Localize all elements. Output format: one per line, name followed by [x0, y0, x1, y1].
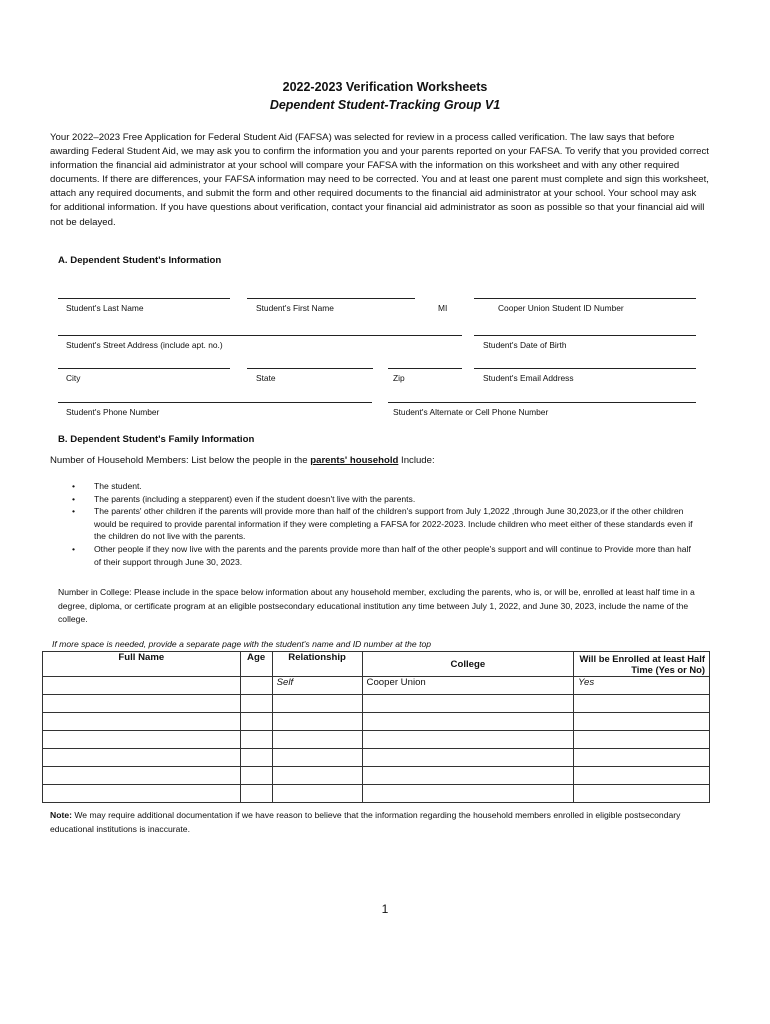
first-name-line[interactable]	[247, 298, 415, 299]
table-header-row	[43, 652, 710, 677]
table-row	[43, 749, 710, 767]
cell-age[interactable]	[240, 731, 272, 749]
cell-relationship[interactable]	[272, 767, 362, 785]
note-text: We may require additional documentation if we have reason to believe that the information regarding the household members enrolled in eligible postsecondary educational institutions is inaccurate.	[50, 810, 681, 834]
header-college: College	[362, 652, 574, 677]
number-in-college-paragraph: Number in College: Please include in the space below information about any household member, excluding the parents, who is, or will be, enrolled at least half time in a degree, diploma, or certificate program at an eligible postsecondary educational institution any time between July 1, 2022, and June 30, 2023, include the name of the college.	[58, 587, 695, 625]
bullet-item: • The parents' other children if the parents will provide more than half of the children's support from July 1,2022 ,through June 30,2023,or if the other children would be required to provide parental information if they were completing a FAFSA for 2022-2023. Include children who meet either of these standards even if the children do not live with the parents.	[70, 505, 700, 543]
household-criteria-list	[70, 480, 700, 568]
cell-relationship[interactable]	[272, 785, 362, 803]
header-relationship: Relationship	[272, 652, 362, 677]
household-prefix: Number of Household Members: List below the people in the	[50, 455, 311, 466]
cell-age[interactable]	[240, 767, 272, 785]
cell-college[interactable]	[362, 749, 574, 767]
mi-label: MI	[438, 303, 448, 313]
cell-half-time[interactable]	[574, 695, 710, 713]
city-label: City	[66, 373, 81, 383]
section-b-heading: B. Dependent Student's Family Information	[58, 434, 255, 445]
cell-college[interactable]	[362, 695, 574, 713]
document-title: 2022-2023 Verification Worksheets	[282, 80, 488, 94]
city-line[interactable]	[58, 368, 230, 369]
alt-phone-line[interactable]	[388, 402, 696, 403]
table-row	[43, 785, 710, 803]
cell-age[interactable]	[240, 749, 272, 767]
note-label: Note:	[50, 810, 72, 820]
cell-college[interactable]	[362, 767, 574, 785]
cell-half-time[interactable]	[574, 767, 710, 785]
header-half-time: Will be Enrolled at least Half Time (Yes or No)	[574, 652, 710, 677]
household-suffix: Include:	[398, 455, 435, 466]
phone-label: Student's Phone Number	[66, 407, 160, 417]
cell-full-name[interactable]	[43, 713, 241, 731]
parents-household-text: parents' household	[310, 455, 399, 466]
header-full-name: Full Name	[43, 652, 241, 677]
state-label: State	[256, 373, 276, 383]
cell-half-time[interactable]	[574, 713, 710, 731]
first-name-label: Student's First Name	[256, 303, 334, 313]
alt-phone-label: Student's Alternate or Cell Phone Number	[393, 407, 549, 417]
bullet-item: • The student.	[70, 480, 700, 493]
cell-age[interactable]	[240, 677, 272, 695]
cell-half-time[interactable]	[574, 785, 710, 803]
cell-relationship[interactable]	[272, 731, 362, 749]
header-age: Age	[240, 652, 272, 677]
cell-college[interactable]: Cooper Union	[362, 677, 574, 695]
cell-full-name[interactable]	[43, 767, 241, 785]
id-number-line[interactable]	[474, 298, 696, 299]
table-row	[43, 767, 710, 785]
household-members-line	[50, 454, 720, 468]
cell-relationship[interactable]	[272, 713, 362, 731]
cell-age[interactable]	[240, 785, 272, 803]
dob-line[interactable]	[474, 335, 696, 336]
cell-full-name[interactable]	[43, 785, 241, 803]
extra-space-note: If more space is needed, provide a separate page with the student's name and ID number at the top	[52, 639, 432, 649]
street-line[interactable]	[58, 335, 462, 336]
table-row	[43, 695, 710, 713]
id-number-label: Cooper Union Student ID Number	[498, 303, 624, 313]
cell-relationship[interactable]	[272, 749, 362, 767]
phone-line[interactable]	[58, 402, 372, 403]
cell-full-name[interactable]	[43, 677, 241, 695]
cell-half-time[interactable]	[574, 749, 710, 767]
document-subtitle: Dependent Student-Tracking Group V1	[269, 98, 501, 112]
page-number: 1	[381, 902, 389, 916]
zip-label: Zip	[393, 373, 405, 383]
email-line[interactable]	[474, 368, 696, 369]
documentation-note	[50, 808, 710, 836]
cell-relationship[interactable]: Self	[272, 677, 362, 695]
bullet-item: • The parents (including a stepparent) even if the student doesn't live with the parents.	[70, 493, 700, 506]
cell-relationship[interactable]	[272, 695, 362, 713]
street-label: Student's Street Address (include apt. no.)	[66, 340, 223, 350]
table-row	[43, 677, 710, 695]
cell-full-name[interactable]	[43, 731, 241, 749]
zip-line[interactable]	[388, 368, 462, 369]
email-label: Student's Email Address	[483, 373, 574, 383]
household-college-table	[42, 651, 710, 803]
cell-full-name[interactable]	[43, 695, 241, 713]
table-row	[43, 731, 710, 749]
cell-half-time[interactable]: Yes	[574, 677, 710, 695]
cell-full-name[interactable]	[43, 749, 241, 767]
dob-label: Student's Date of Birth	[483, 340, 567, 350]
table-row	[43, 713, 710, 731]
intro-paragraph: Your 2022–2023 Free Application for Federal Student Aid (FAFSA) was selected for review in a process called verification. The law says that before awarding Federal Student Aid, we may ask you to confirm the information you and your parents reported on your FAFSA. To verify that you provided correct information the financial aid administrator at your school will compare your FAFSA with the information on this worksheet and with any other required documents. If there are differences, your FAFSA information may need to be corrected. You and at least one parent must complete and sign this worksheet, attach any required documents, and submit the form and other required documents to the financial aid administrator at your school. Your school may ask for additional information. If you have questions about verification, contact your financial aid administrator as soon as possible so that your financial aid will not be delayed.	[50, 132, 709, 228]
state-line[interactable]	[247, 368, 373, 369]
last-name-label: Student's Last Name	[66, 303, 144, 313]
cell-half-time[interactable]	[574, 731, 710, 749]
cell-college[interactable]	[362, 713, 574, 731]
cell-age[interactable]	[240, 713, 272, 731]
last-name-line[interactable]	[58, 298, 230, 299]
cell-age[interactable]	[240, 695, 272, 713]
section-a-heading: A. Dependent Student's Information	[58, 255, 222, 266]
cell-college[interactable]	[362, 731, 574, 749]
bullet-item: • Other people if they now live with the parents and the parents provide more than half of the other people's support and will continue to Provide more than half of their support through June 30, 2023.	[70, 543, 700, 568]
cell-college[interactable]	[362, 785, 574, 803]
